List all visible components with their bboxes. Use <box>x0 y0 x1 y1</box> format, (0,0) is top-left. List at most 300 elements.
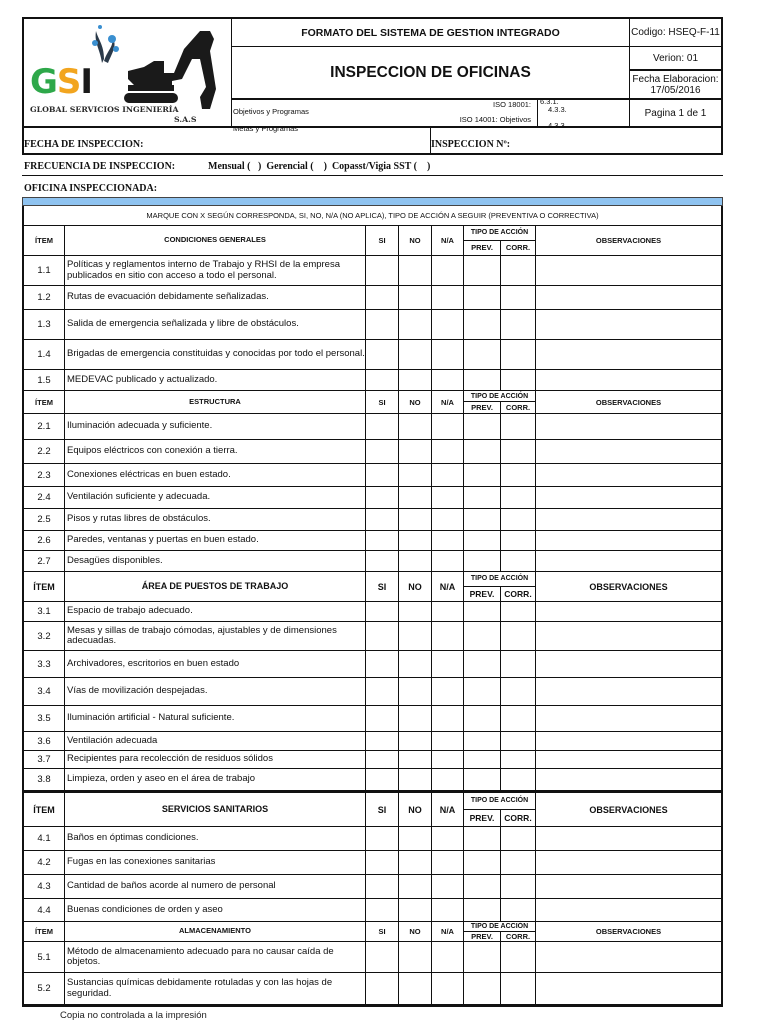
table-row <box>24 706 721 732</box>
checkbox-preventive[interactable] <box>464 414 501 439</box>
action-type-label: TIPO DE ACCIÓN <box>464 922 535 932</box>
checkbox-na[interactable] <box>432 827 464 850</box>
observations-field[interactable] <box>536 899 721 921</box>
column-header-no: NO <box>399 391 432 413</box>
checkbox-preventive[interactable] <box>464 622 501 650</box>
section-title: ESTRUCTURA <box>65 391 366 413</box>
checkbox-si[interactable] <box>366 340 399 369</box>
item-description: MEDEVAC publicado y actualizado. <box>65 370 366 390</box>
checkbox-no[interactable] <box>399 531 432 550</box>
checkbox-corrective[interactable] <box>501 875 536 898</box>
checkbox-na[interactable] <box>432 310 464 339</box>
checkbox-si[interactable] <box>366 370 399 390</box>
item-description: Recipientes para recolección de residuos sólidos <box>65 751 366 768</box>
checkbox-preventive[interactable] <box>464 340 501 369</box>
observations-field[interactable] <box>536 651 721 677</box>
checkbox-corrective[interactable] <box>501 464 536 486</box>
item-number: 1.4 <box>24 340 65 369</box>
section-title: CONDICIONES GENERALES <box>65 226 366 255</box>
checkbox-corrective[interactable] <box>501 370 536 390</box>
item-number: 1.2 <box>24 286 65 309</box>
item-description: Fugas en las conexiones sanitarias <box>65 851 366 874</box>
table-row <box>24 827 721 851</box>
observations-field[interactable] <box>536 487 721 508</box>
table-row <box>24 509 721 531</box>
checkbox-na[interactable] <box>432 899 464 921</box>
section-header-row <box>24 922 721 942</box>
checkbox-si[interactable] <box>366 732 399 750</box>
checkbox-corrective[interactable] <box>501 899 536 921</box>
item-number: 4.1 <box>24 827 65 850</box>
column-header-action-type <box>464 226 536 255</box>
checkbox-si[interactable] <box>366 622 399 650</box>
checkbox-no[interactable] <box>399 370 432 390</box>
table-row <box>24 464 721 487</box>
item-description: Políticas y reglamentos interno de Trabajo y RHSI de la empresa publicados en sitio con acceso a todo el personal. <box>65 256 366 285</box>
checkbox-corrective[interactable] <box>501 751 536 768</box>
checkbox-si[interactable] <box>366 509 399 530</box>
observations-field[interactable] <box>536 340 721 369</box>
item-number: 5.2 <box>24 973 65 1004</box>
checkbox-no[interactable] <box>399 602 432 621</box>
checkbox-no[interactable] <box>399 440 432 463</box>
item-description: Iluminación adecuada y suficiente. <box>65 414 366 439</box>
checkbox-corrective[interactable] <box>501 286 536 309</box>
section-header-row <box>24 791 721 827</box>
checkbox-si[interactable] <box>366 256 399 285</box>
observations-field[interactable] <box>536 751 721 768</box>
checkbox-no[interactable] <box>399 509 432 530</box>
table-row <box>24 732 721 751</box>
checkbox-corrective[interactable] <box>501 769 536 790</box>
column-header-prev: PREV. <box>464 810 501 827</box>
checkbox-corrective[interactable] <box>501 622 536 650</box>
observations-field[interactable] <box>536 942 721 972</box>
checkbox-no[interactable] <box>399 622 432 650</box>
document-version: Verion: 01 <box>629 47 721 71</box>
column-header-item: ÍTEM <box>24 572 65 601</box>
column-header-item: ÍTEM <box>24 922 65 941</box>
logo-letters: GSI <box>30 62 93 102</box>
checkbox-preventive[interactable] <box>464 531 501 550</box>
item-number: 2.4 <box>24 487 65 508</box>
section-header-row <box>24 226 721 256</box>
checkbox-si[interactable] <box>366 851 399 874</box>
section-title: ÁREA DE PUESTOS DE TRABAJO <box>65 572 366 601</box>
checkbox-no[interactable] <box>399 851 432 874</box>
table-row <box>24 622 721 651</box>
checkbox-na[interactable] <box>432 487 464 508</box>
column-header-observations: OBSERVACIONES <box>595 397 662 407</box>
observations-field[interactable] <box>536 875 721 898</box>
checkbox-no[interactable] <box>399 286 432 309</box>
item-number: 2.1 <box>24 414 65 439</box>
table-row <box>24 769 721 791</box>
frequency-label: FRECUENCIA DE INSPECCION: <box>24 161 176 172</box>
observations-field[interactable] <box>536 551 721 571</box>
column-header-no: NO <box>399 793 432 826</box>
checkbox-si[interactable] <box>366 487 399 508</box>
checkbox-na[interactable] <box>432 851 464 874</box>
checkbox-corrective[interactable] <box>501 942 536 972</box>
column-header-na: N/A <box>432 793 464 826</box>
observations-field[interactable] <box>536 370 721 390</box>
checkbox-corrective[interactable] <box>501 340 536 369</box>
item-number: 2.5 <box>24 509 65 530</box>
checkbox-no[interactable] <box>399 875 432 898</box>
item-description: Paredes, ventanas y puertas en buen estado. <box>65 531 366 550</box>
column-header-corr: CORR. <box>505 243 531 253</box>
checkbox-no[interactable] <box>399 973 432 1004</box>
table-row <box>24 440 721 464</box>
checkbox-preventive[interactable] <box>464 602 501 621</box>
observations-field[interactable] <box>536 973 721 1004</box>
checkbox-si[interactable] <box>366 464 399 486</box>
table-row <box>24 551 721 572</box>
checkbox-na[interactable] <box>432 602 464 621</box>
table-accent-bar <box>22 197 723 206</box>
section-header-row <box>24 391 721 414</box>
iso-18001-label: ISO 18001: <box>493 100 531 109</box>
inspection-date-label: FECHA DE INSPECCION: <box>24 139 144 150</box>
action-type-label: TIPO DE ACCIÓN <box>464 572 535 587</box>
checkbox-preventive[interactable] <box>464 440 501 463</box>
column-header-na: N/A <box>432 922 464 941</box>
item-description: Salida de emergencia señalizada y libre de obstáculos. <box>65 310 366 339</box>
checkbox-si[interactable] <box>366 706 399 731</box>
checkbox-corrective[interactable] <box>501 651 536 677</box>
column-header-prev: PREV. <box>464 932 501 942</box>
checkbox-preventive[interactable] <box>464 310 501 339</box>
table-row <box>24 651 721 678</box>
checkbox-corrective[interactable] <box>501 678 536 705</box>
column-header-si: SI <box>366 793 399 826</box>
checkbox-no[interactable] <box>399 706 432 731</box>
table-row <box>24 899 721 922</box>
checkbox-preventive[interactable] <box>464 464 501 486</box>
item-number: 3.1 <box>24 602 65 621</box>
checkbox-si[interactable] <box>366 827 399 850</box>
item-number: 1.5 <box>24 370 65 390</box>
checkbox-corrective[interactable] <box>501 440 536 463</box>
checkbox-preventive[interactable] <box>464 286 501 309</box>
iso-clause-b: 4.3.3. <box>548 105 567 114</box>
observations-field[interactable] <box>536 414 721 439</box>
checkbox-preventive[interactable] <box>464 706 501 731</box>
table-instructions: MARQUE CON X SEGÚN CORRESPONDA, SI, NO, N/A (NO APLICA), TIPO DE ACCIÓN A SEGUIR (PREVENTIVA O CORRECTIVA) <box>24 206 721 226</box>
checkbox-no[interactable] <box>399 551 432 571</box>
checkbox-si[interactable] <box>366 414 399 439</box>
item-number: 2.2 <box>24 440 65 463</box>
column-header-corr: CORR. <box>505 403 531 412</box>
checkbox-corrective[interactable] <box>501 414 536 439</box>
table-row <box>24 678 721 706</box>
checkbox-corrective[interactable] <box>501 973 536 1004</box>
section-title: ALMACENAMIENTO <box>65 922 366 941</box>
checkbox-na[interactable] <box>432 751 464 768</box>
checkbox-preventive[interactable] <box>464 678 501 705</box>
item-description: Rutas de evacuación debidamente señalizadas. <box>65 286 366 309</box>
frequency-options[interactable]: Mensual ( ) Gerencial ( ) Copasst/Vigia SST ( ) <box>208 161 431 172</box>
column-header-observations: OBSERVACIONES <box>595 927 662 936</box>
checkbox-no[interactable] <box>399 899 432 921</box>
table-row <box>24 851 721 875</box>
table-row <box>24 531 721 551</box>
checkbox-na[interactable] <box>432 769 464 790</box>
action-type-label: TIPO DE ACCIÓN <box>464 226 535 241</box>
checkbox-no[interactable] <box>399 256 432 285</box>
checkbox-na[interactable] <box>432 464 464 486</box>
checkbox-si[interactable] <box>366 286 399 309</box>
column-header-action-type <box>464 572 536 601</box>
item-description: Ventilación suficiente y adecuada. <box>65 487 366 508</box>
checkbox-si[interactable] <box>366 751 399 768</box>
observations-field[interactable] <box>536 827 721 850</box>
checkbox-si[interactable] <box>366 602 399 621</box>
objectives-cell <box>232 98 537 133</box>
checkbox-preventive[interactable] <box>464 875 501 898</box>
checkbox-preventive[interactable] <box>464 851 501 874</box>
item-number: 3.2 <box>24 622 65 650</box>
item-description: Baños en óptimas condiciones. <box>65 827 366 850</box>
column-header-si: SI <box>366 572 399 601</box>
checkbox-corrective[interactable] <box>501 256 536 285</box>
column-header-na: N/A <box>432 391 464 413</box>
item-description: Desagües disponibles. <box>65 551 366 571</box>
checkbox-corrective[interactable] <box>501 551 536 571</box>
item-description: Método de almacenamiento adecuado para no causar caída de objetos. <box>65 942 366 972</box>
column-header-si: SI <box>366 226 399 255</box>
item-number: 4.4 <box>24 899 65 921</box>
observations-field[interactable] <box>536 440 721 463</box>
observations-field[interactable] <box>536 256 721 285</box>
observations-field[interactable] <box>536 732 721 750</box>
footer-note: Copia no controlada a la impresión <box>60 1010 207 1021</box>
checkbox-na[interactable] <box>432 531 464 550</box>
observations-field[interactable] <box>536 678 721 705</box>
table-row <box>24 256 721 286</box>
checkbox-no[interactable] <box>399 414 432 439</box>
iso-clause-c: 4.3.3 <box>548 121 565 130</box>
observations-field[interactable] <box>536 851 721 874</box>
checkbox-preventive[interactable] <box>464 973 501 1004</box>
item-description: Cantidad de baños acorde al numero de personal <box>65 875 366 898</box>
elaboration-date-value: 17/05/2016 <box>650 84 701 96</box>
checkbox-preventive[interactable] <box>464 487 501 508</box>
observations-field[interactable] <box>536 602 721 621</box>
item-number: 4.2 <box>24 851 65 874</box>
observations-field[interactable] <box>536 706 721 731</box>
column-header-action-type <box>464 391 536 413</box>
checkbox-na[interactable] <box>432 942 464 972</box>
column-header-corr: CORR. <box>504 588 532 599</box>
checkbox-preventive[interactable] <box>464 509 501 530</box>
checkbox-no[interactable] <box>399 464 432 486</box>
column-header-no: NO <box>399 922 432 941</box>
item-number: 4.3 <box>24 875 65 898</box>
item-number: 1.1 <box>24 256 65 285</box>
checkbox-na[interactable] <box>432 875 464 898</box>
checkbox-no[interactable] <box>399 678 432 705</box>
objectives-label: Objetivos y Programas <box>233 107 309 116</box>
section-header-row <box>24 572 721 602</box>
goals-label: Metas y Programas <box>233 124 299 133</box>
column-header-action-type <box>464 793 536 826</box>
table-row <box>24 942 721 973</box>
checkbox-si[interactable] <box>366 973 399 1004</box>
checkbox-si[interactable] <box>366 651 399 677</box>
item-description: Vías de movilización despejadas. <box>65 678 366 705</box>
observations-field[interactable] <box>536 769 721 790</box>
checkbox-corrective[interactable] <box>501 706 536 731</box>
column-header-no: NO <box>399 572 432 601</box>
checkbox-no[interactable] <box>399 310 432 339</box>
checkbox-na[interactable] <box>432 551 464 571</box>
checkbox-preventive[interactable] <box>464 827 501 850</box>
table-row <box>24 487 721 509</box>
column-header-na: N/A <box>432 572 464 601</box>
item-description: Iluminación artificial - Natural suficiente. <box>65 706 366 731</box>
checkbox-no[interactable] <box>399 769 432 790</box>
office-inspected-label: OFICINA INSPECCIONADA: <box>24 183 158 194</box>
checkbox-corrective[interactable] <box>501 509 536 530</box>
checkbox-preventive[interactable] <box>464 751 501 768</box>
action-type-label: TIPO DE ACCIÓN <box>464 391 535 402</box>
checkbox-na[interactable] <box>432 286 464 309</box>
checkbox-na[interactable] <box>432 370 464 390</box>
checkbox-si[interactable] <box>366 875 399 898</box>
column-header-prev: PREV. <box>464 402 501 413</box>
item-description: Archivadores, escritorios en buen estado <box>65 651 366 677</box>
checkbox-no[interactable] <box>399 487 432 508</box>
column-header-observations: OBSERVACIONES <box>589 804 668 815</box>
item-description: Ventilación adecuada <box>65 732 366 750</box>
item-number: 2.6 <box>24 531 65 550</box>
checkbox-si[interactable] <box>366 899 399 921</box>
checkbox-si[interactable] <box>366 942 399 972</box>
checkbox-no[interactable] <box>399 340 432 369</box>
company-name: GLOBAL SERVICIOS INGENIERÍA <box>30 105 179 114</box>
checkbox-na[interactable] <box>432 732 464 750</box>
observations-field[interactable] <box>536 310 721 339</box>
column-header-si: SI <box>366 922 399 941</box>
page-number: Pagina 1 de 1 <box>629 98 721 126</box>
item-description: Brigadas de emergencia constituidas y conocidas por todo el personal. <box>65 340 366 369</box>
checkbox-si[interactable] <box>366 769 399 790</box>
company-suffix: S.A.S <box>174 115 197 124</box>
checkbox-na[interactable] <box>432 678 464 705</box>
checkbox-no[interactable] <box>399 827 432 850</box>
checkbox-na[interactable] <box>432 256 464 285</box>
checkbox-na[interactable] <box>432 651 464 677</box>
table-row <box>24 751 721 769</box>
observations-field[interactable] <box>536 622 721 650</box>
table-row <box>24 340 721 370</box>
item-description: Espacio de trabajo adecuado. <box>65 602 366 621</box>
checkbox-preventive[interactable] <box>464 769 501 790</box>
table-row <box>24 602 721 622</box>
column-header-item: ÍTEM <box>24 226 65 255</box>
elaboration-date-label: Fecha Elaboracion: <box>632 73 719 85</box>
checkbox-no[interactable] <box>399 751 432 768</box>
checkbox-no[interactable] <box>399 942 432 972</box>
checkbox-preventive[interactable] <box>464 551 501 571</box>
column-header-corr: CORR. <box>504 812 532 823</box>
checkbox-na[interactable] <box>432 973 464 1004</box>
observations-field[interactable] <box>536 286 721 309</box>
checkbox-si[interactable] <box>366 551 399 571</box>
checkbox-si[interactable] <box>366 440 399 463</box>
section-title: SERVICIOS SANITARIOS <box>65 793 366 826</box>
column-header-action-type <box>464 922 536 941</box>
item-description: Mesas y sillas de trabajo cómodas, ajustables y de dimensiones adecuadas. <box>65 622 366 650</box>
checkbox-corrective[interactable] <box>501 487 536 508</box>
checkbox-na[interactable] <box>432 440 464 463</box>
item-description: Limpieza, orden y aseo en el área de trabajo <box>65 769 366 790</box>
checkbox-no[interactable] <box>399 651 432 677</box>
column-header-prev: PREV. <box>464 587 501 602</box>
checkbox-no[interactable] <box>399 732 432 750</box>
checkbox-preventive[interactable] <box>464 732 501 750</box>
item-number: 3.6 <box>24 732 65 750</box>
checkbox-preventive[interactable] <box>464 899 501 921</box>
document-title: INSPECCION DE OFICINAS <box>330 63 531 81</box>
item-number: 5.1 <box>24 942 65 972</box>
checkbox-na[interactable] <box>432 622 464 650</box>
checkbox-na[interactable] <box>432 509 464 530</box>
column-header-si: SI <box>366 391 399 413</box>
checkbox-corrective[interactable] <box>501 310 536 339</box>
item-number: 1.3 <box>24 310 65 339</box>
document-code: Codigo: HSEQ-F-11 <box>629 19 721 47</box>
checkbox-corrective[interactable] <box>501 531 536 550</box>
checkbox-si[interactable] <box>366 531 399 550</box>
checkbox-preventive[interactable] <box>464 651 501 677</box>
iso-14001-label: ISO 14001: Objetivos <box>459 115 531 124</box>
item-number: 3.7 <box>24 751 65 768</box>
checkbox-na[interactable] <box>432 706 464 731</box>
item-description: Buenas condiciones de orden y aseo <box>65 899 366 921</box>
item-number: 3.3 <box>24 651 65 677</box>
table-row <box>24 286 721 310</box>
checkbox-corrective[interactable] <box>501 827 536 850</box>
checkbox-corrective[interactable] <box>501 732 536 750</box>
item-description: Sustancias químicas debidamente rotuladas y con las hojas de seguridad. <box>65 973 366 1004</box>
inspection-table <box>22 206 723 1007</box>
observations-field[interactable] <box>536 509 721 530</box>
checkbox-na[interactable] <box>432 414 464 439</box>
checkbox-na[interactable] <box>432 340 464 369</box>
checkbox-preventive[interactable] <box>464 942 501 972</box>
iso-clauses <box>537 97 629 130</box>
checkbox-si[interactable] <box>366 310 399 339</box>
checkbox-corrective[interactable] <box>501 851 536 874</box>
observations-field[interactable] <box>536 531 721 550</box>
column-header-na: N/A <box>432 226 464 255</box>
checkbox-preventive[interactable] <box>464 370 501 390</box>
iso-clause-a: 6.3.1. <box>540 97 559 106</box>
checkbox-si[interactable] <box>366 678 399 705</box>
observations-field[interactable] <box>536 464 721 486</box>
column-header-item: ÍTEM <box>24 391 65 413</box>
column-header-no: NO <box>399 226 432 255</box>
checkbox-corrective[interactable] <box>501 602 536 621</box>
item-number: 2.3 <box>24 464 65 486</box>
document-header <box>22 17 723 133</box>
item-number: 3.5 <box>24 706 65 731</box>
table-row <box>24 875 721 899</box>
checkbox-preventive[interactable] <box>464 256 501 285</box>
